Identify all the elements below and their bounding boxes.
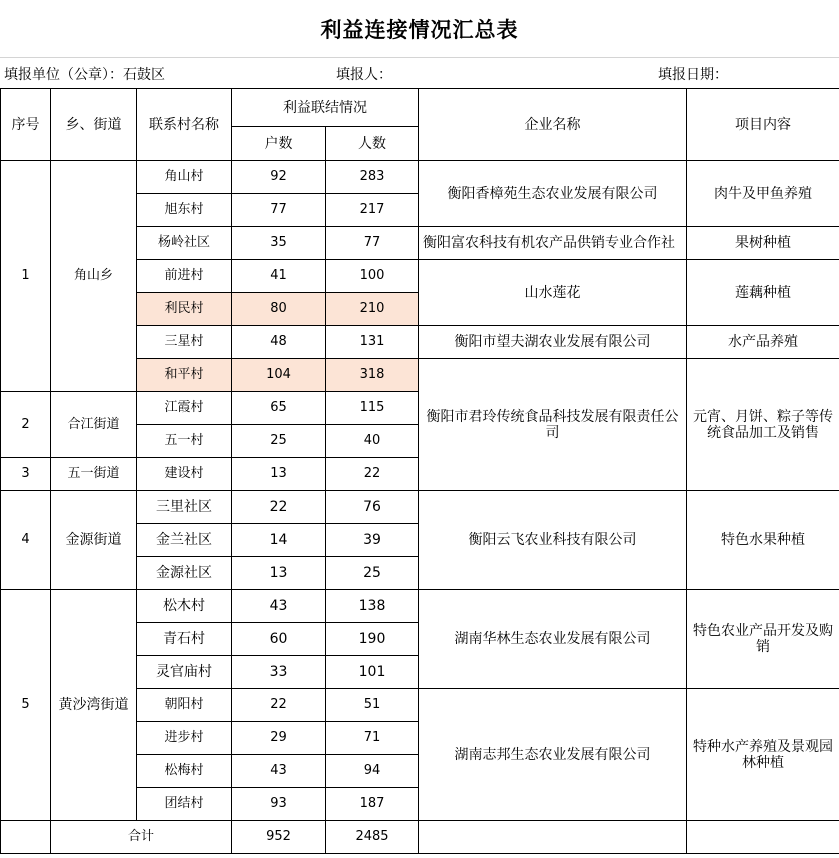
- people-cell: 76: [326, 491, 419, 524]
- village-cell: 江霞村: [137, 392, 232, 425]
- village-cell: 五一村: [137, 425, 232, 458]
- enterprise-cell: 湖南志邦生态农业发展有限公司: [419, 689, 687, 821]
- village-cell: 杨岭社区: [137, 227, 232, 260]
- title-row: [0, 0, 839, 58]
- people-cell: 115: [326, 392, 419, 425]
- enterprise-cell: 衡阳香樟苑生态农业发展有限公司: [419, 161, 687, 227]
- households-cell: 13: [232, 458, 326, 491]
- village-cell: 角山村: [137, 161, 232, 194]
- people-cell: 71: [326, 722, 419, 755]
- group-seq: 4: [1, 491, 51, 590]
- people-cell: 283: [326, 161, 419, 194]
- village-cell: 和平村: [137, 359, 232, 392]
- households-cell: 60: [232, 623, 326, 656]
- total-households: 952: [232, 821, 326, 854]
- village-cell: 金源社区: [137, 557, 232, 590]
- households-cell: 43: [232, 590, 326, 623]
- total-people: 2485: [326, 821, 419, 854]
- header-row: [1, 89, 839, 127]
- project-cell: 元宵、月饼、粽子等传统食品加工及销售: [687, 359, 839, 491]
- group-seq: 5: [1, 590, 51, 821]
- people-cell: 77: [326, 227, 419, 260]
- village-cell: 三星村: [137, 326, 232, 359]
- households-cell: 41: [232, 260, 326, 293]
- group-seq: 1: [1, 161, 51, 392]
- header-households: 户数: [232, 127, 326, 161]
- page-title: 利益连接情况汇总表: [320, 17, 519, 42]
- households-cell: 104: [232, 359, 326, 392]
- people-cell: 25: [326, 557, 419, 590]
- summary-table: [0, 88, 839, 854]
- total-seq-cell: [1, 821, 51, 854]
- enterprise-cell: 衡阳富农科技有机农产品供销专业合作社: [419, 227, 687, 260]
- people-cell: 40: [326, 425, 419, 458]
- people-cell: 210: [326, 293, 419, 326]
- households-cell: 14: [232, 524, 326, 557]
- people-cell: 131: [326, 326, 419, 359]
- village-cell: 进步村: [137, 722, 232, 755]
- people-cell: 100: [326, 260, 419, 293]
- group-seq: 3: [1, 458, 51, 491]
- group-name: 角山乡: [51, 161, 137, 392]
- enterprise-cell: 衡阳云飞农业科技有限公司: [419, 491, 687, 590]
- group-name: 金源街道: [51, 491, 137, 590]
- project-cell: 果树种植: [687, 227, 839, 260]
- enterprise-cell: 山水莲花: [419, 260, 687, 326]
- group-name: 五一街道: [51, 458, 137, 491]
- households-cell: 25: [232, 425, 326, 458]
- village-cell: 灵官庙村: [137, 656, 232, 689]
- households-cell: 92: [232, 161, 326, 194]
- households-cell: 48: [232, 326, 326, 359]
- header-township: 乡、街道: [51, 89, 137, 161]
- people-cell: 39: [326, 524, 419, 557]
- unit-label: 填报单位（公章）：石鼓区: [4, 67, 165, 83]
- households-cell: 93: [232, 788, 326, 821]
- header-enterprise: 企业名称: [419, 89, 687, 161]
- households-cell: 43: [232, 755, 326, 788]
- header-project: 项目内容: [687, 89, 839, 161]
- households-cell: 65: [232, 392, 326, 425]
- meta-row: [0, 58, 839, 89]
- people-cell: 94: [326, 755, 419, 788]
- village-cell: 青石村: [137, 623, 232, 656]
- total-label: 合计: [51, 821, 232, 854]
- households-cell: 13: [232, 557, 326, 590]
- village-cell: 金兰社区: [137, 524, 232, 557]
- enterprise-cell: 湖南华林生态农业发展有限公司: [419, 590, 687, 689]
- group-name: 黄沙湾街道: [51, 590, 137, 821]
- header-seq: 序号: [1, 89, 51, 161]
- enterprise-cell: 衡阳市君玲传统食品科技发展有限责任公司: [419, 359, 687, 491]
- village-cell: 旭东村: [137, 194, 232, 227]
- date-label: 填报日期：: [658, 67, 728, 83]
- table-row: [1, 491, 839, 524]
- group-name: 合江街道: [51, 392, 137, 458]
- project-cell: 莲藕种植: [687, 260, 839, 326]
- village-cell: 三里社区: [137, 491, 232, 524]
- person-label: 填报人：: [336, 67, 392, 83]
- village-cell: 前进村: [137, 260, 232, 293]
- households-cell: 22: [232, 689, 326, 722]
- people-cell: 318: [326, 359, 419, 392]
- header-benefit: 利益联结情况: [232, 89, 419, 127]
- village-cell: 松木村: [137, 590, 232, 623]
- table-row: [1, 590, 839, 623]
- header-village: 联系村名称: [137, 89, 232, 161]
- households-cell: 35: [232, 227, 326, 260]
- project-cell: 肉牛及甲鱼养殖: [687, 161, 839, 227]
- project-cell: 水产品养殖: [687, 326, 839, 359]
- total-row: [1, 821, 839, 854]
- enterprise-cell: 衡阳市望夫湖农业发展有限公司: [419, 326, 687, 359]
- village-cell: 建设村: [137, 458, 232, 491]
- table-row: [1, 161, 839, 194]
- total-project-cell: [687, 821, 839, 854]
- people-cell: 190: [326, 623, 419, 656]
- village-cell: 利民村: [137, 293, 232, 326]
- households-cell: 29: [232, 722, 326, 755]
- project-cell: 特色农业产品开发及购销: [687, 590, 839, 689]
- people-cell: 22: [326, 458, 419, 491]
- people-cell: 138: [326, 590, 419, 623]
- households-cell: 33: [232, 656, 326, 689]
- project-cell: 特种水产养殖及景观园林种植: [687, 689, 839, 821]
- village-cell: 团结村: [137, 788, 232, 821]
- people-cell: 187: [326, 788, 419, 821]
- households-cell: 77: [232, 194, 326, 227]
- header-people: 人数: [326, 127, 419, 161]
- project-cell: 特色水果种植: [687, 491, 839, 590]
- people-cell: 101: [326, 656, 419, 689]
- village-cell: 朝阳村: [137, 689, 232, 722]
- village-cell: 松梅村: [137, 755, 232, 788]
- people-cell: 217: [326, 194, 419, 227]
- total-enterprise-cell: [419, 821, 687, 854]
- households-cell: 22: [232, 491, 326, 524]
- households-cell: 80: [232, 293, 326, 326]
- group-seq: 2: [1, 392, 51, 458]
- people-cell: 51: [326, 689, 419, 722]
